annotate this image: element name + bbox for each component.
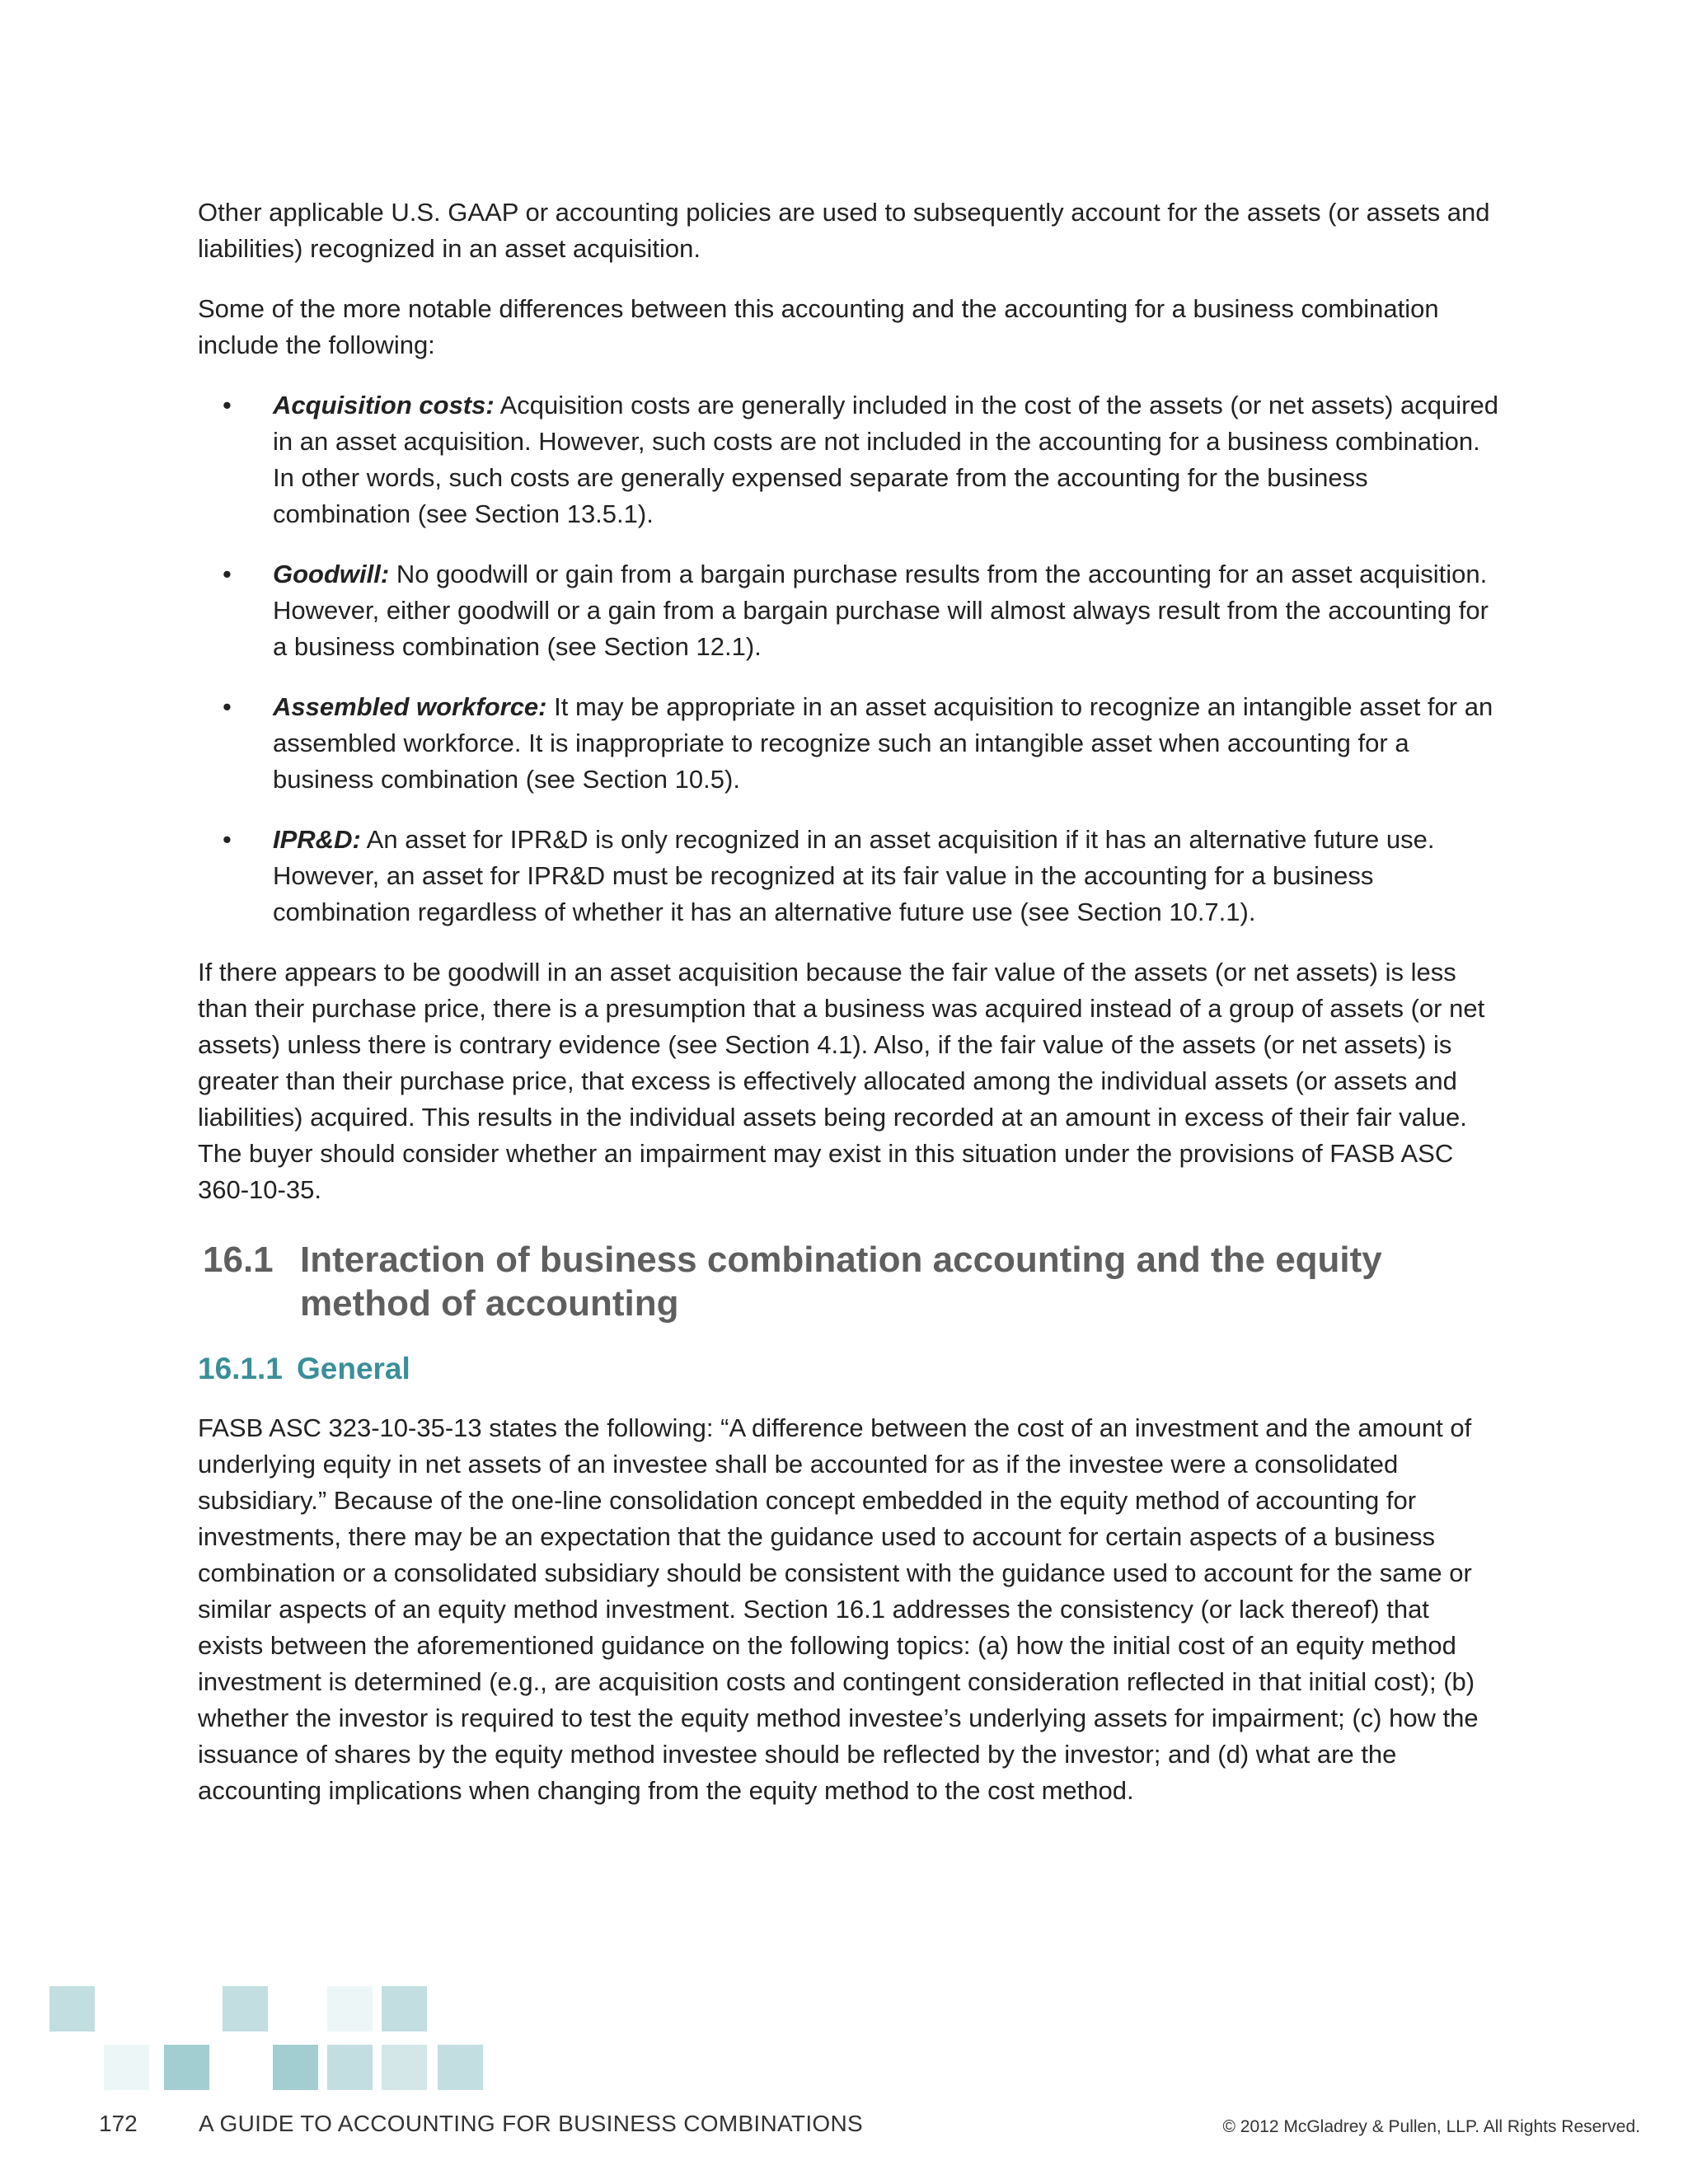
bullet-icon: • <box>223 391 232 419</box>
section-heading <box>198 1238 1500 1325</box>
footer-book-title: A GUIDE TO ACCOUNTING FOR BUSINESS COMBINATIONS <box>199 2111 863 2136</box>
bullet-icon: • <box>223 560 232 588</box>
subsection-number: 16.1.1 <box>198 1352 283 1385</box>
footer-copyright: © 2012 McGladrey & Pullen, LLP. All Rights Reserved. <box>1222 2117 1640 2136</box>
bullet-term: Assembled workforce: <box>273 692 547 721</box>
section-title: Interaction of business combination accounting and the equity method of accounting <box>300 1240 1382 1324</box>
bullet-text: An asset for IPR&D is only recognized in an asset acquisition if it has an alternative future use. However, an asset for IPR&D must be recognized at its fair value in the accounting for a business combination regardless of whether it has an alternative future use (see Section 10.7.1). <box>273 825 1435 926</box>
decorative-square <box>223 1986 268 2032</box>
differences-paragraph: Some of the more notable differences between this accounting and the accounting for a business combination include the following: <box>198 294 1439 359</box>
list-item <box>198 556 1500 665</box>
goodwill-paragraph: If there appears to be goodwill in an asset acquisition because the fair value of the assets (or net assets) is less than their purchase price, there is a presumption that a business was acquired instead of a group of assets (or net assets) unless there is contrary evidence (see Section 4.1). Also, if the fair value of the assets (or net assets) is greater than their purchase price, that excess is effectively allocated among the individual assets (or assets and liabilities) acquired. This results in the individual assets being recorded at an amount in excess of their fair value. The buyer should consider whether an impairment may exist in this situation under the provisions of FASB ASC 360-10-35. <box>198 958 1485 1204</box>
bullet-icon: • <box>223 825 232 854</box>
decorative-square <box>104 2045 149 2090</box>
subsection-title: General <box>297 1352 410 1385</box>
subsection-heading <box>198 1350 1500 1388</box>
bullet-term: IPR&D: <box>273 825 361 854</box>
list-item <box>198 689 1500 798</box>
general-paragraph: FASB ASC 323-10-35-13 states the following: “A difference between the cost of an investment and the amount of underlying equity in net assets of an investee shall be accounted for as if the investee were a consolidated subsidiary.” Because of the one-line consolidation concept embedded in the equity method of accounting for investments, there may be an expectation that the guidance used to account for certain aspects of a business combination or a consolidated subsidiary should be consistent with the guidance used to account for the same or similar aspects of an equity method investment. Section 16.1 addresses the consistency (or lack thereof) that exists between the aforementioned guidance on the following topics: (a) how the initial cost of an equity method investment is determined (e.g., are acquisition costs and contingent consideration reflected in that initial cost); (b) whether the investor is required to test the equity method investee’s underlying assets for impairment; (c) how the issuance of shares by the equity method investee should be reflected by the investor; and (d) what are the accounting implications when changing from the equity method to the cost method. <box>198 1413 1479 1805</box>
page-number: 172 <box>99 2111 138 2136</box>
decorative-square <box>49 1986 95 2032</box>
bullet-icon: • <box>223 692 232 721</box>
list-item <box>198 387 1500 532</box>
bullet-term: Goodwill: <box>273 560 390 588</box>
decorative-square <box>327 1986 373 2032</box>
decorative-square <box>382 1986 427 2032</box>
bullet-text: Acquisition costs are generally included in the cost of the assets (or net assets) acquired in an asset acquisition. However, such costs are not included in the accounting for a business combination. In other words, such costs are generally expensed separate from the accounting for the business combination (see Section 13.5.1). <box>273 391 1498 528</box>
bullet-term: Acquisition costs: <box>273 391 495 419</box>
bullet-text: No goodwill or gain from a bargain purchase results from the accounting for an asset acquisition. However, either goodwill or a gain from a bargain purchase will almost always result from the accounting for a business combination (see Section 12.1). <box>273 560 1489 661</box>
bullet-text: It may be appropriate in an asset acquisition to recognize an intangible asset for an assembled workforce. It is inappropriate to recognize such an intangible asset when accounting for a business combination (see Section 10.5). <box>273 692 1493 794</box>
decorative-square <box>327 2045 373 2090</box>
page-content <box>198 194 1500 1833</box>
list-item <box>198 822 1500 930</box>
decorative-square <box>273 2045 318 2090</box>
decorative-square <box>382 2045 427 2090</box>
differences-list <box>198 387 1500 930</box>
decorative-square <box>164 2045 209 2090</box>
section-number: 16.1 <box>203 1240 274 1280</box>
intro-paragraph: Other applicable U.S. GAAP or accounting policies are used to subsequently account for the assets (or assets and liabilities) recognized in an asset acquisition. <box>198 198 1490 263</box>
decorative-square <box>438 2045 483 2090</box>
